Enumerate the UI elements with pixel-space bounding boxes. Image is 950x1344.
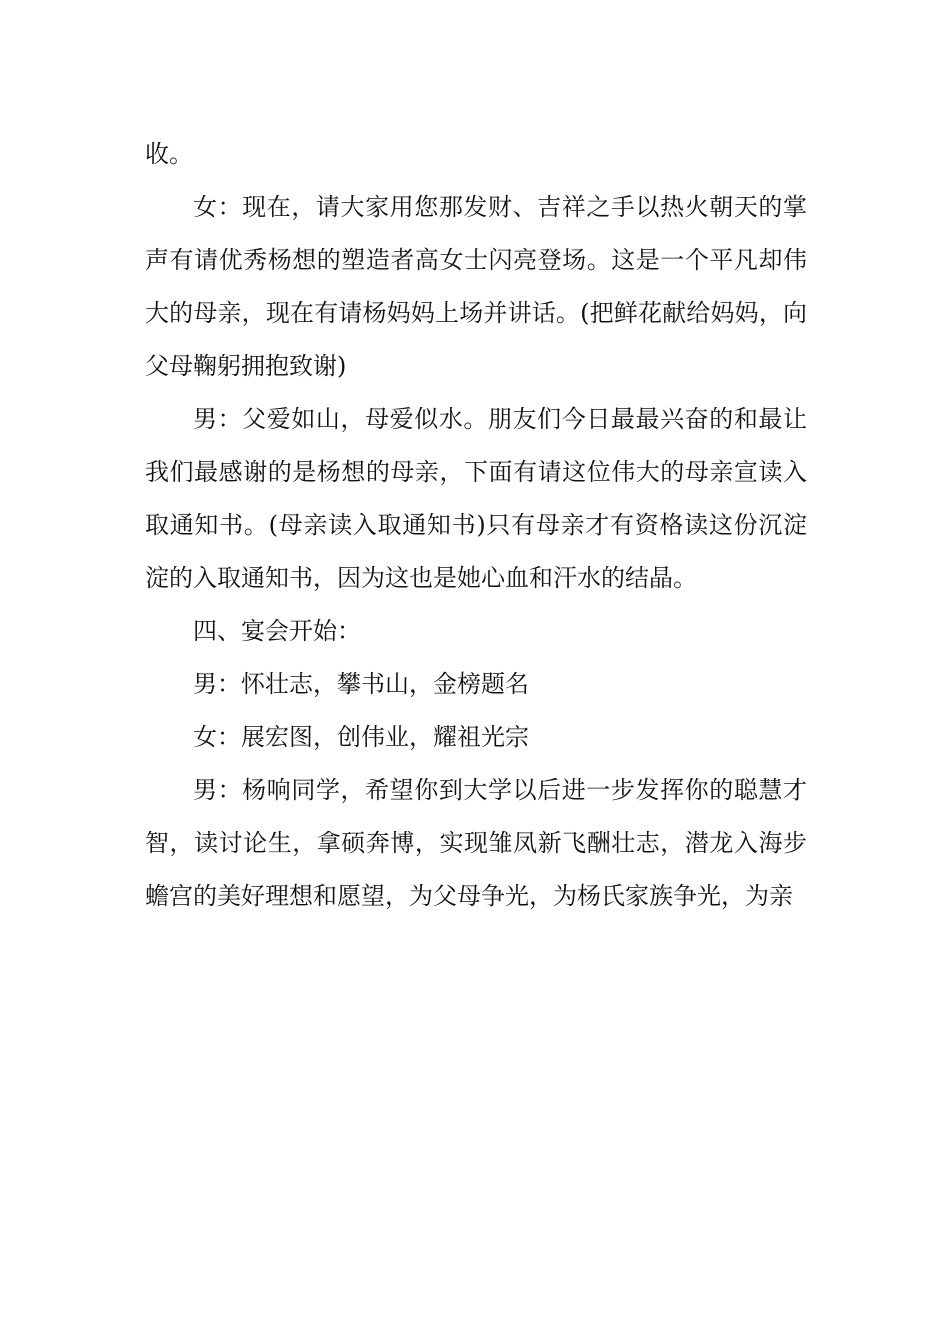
paragraph-6: 女：展宏图，创伟业，耀祖光宗 [193,723,529,751]
paragraph-7: 男：杨响同学，希望你到大学以后进一步发挥你的聪慧才智，读讨论生，拿硕奔博，实现雏凤新飞酬壮志，潜龙入海步蟾宫的美好理想和愿望，为父母争光，为杨氏家族争光，为亲 [145,776,807,910]
paragraph-5: 男：怀壮志，攀书山，金榜题名 [193,670,529,698]
paragraph-3: 男：父爱如山，母爱似水。朋友们今日最最兴奋的和最让我们最感谢的是杨想的母亲，下面有请这位伟大的母亲宣读入取通知书。(母亲读入取通知书)只有母亲才有资格读这份沉淀淀的入取通知书，因为这也是她心血和汗水的结晶。 [145,405,807,592]
paragraph-2: 女：现在，请大家用您那发财、吉祥之手以热火朝天的掌声有请优秀杨想的塑造者高女士闪亮登场。这是一个平凡却伟大的母亲，现在有请杨妈妈上场并讲话。(把鲜花献给妈妈，向父母鞠躬拥抱致谢) [145,193,807,380]
document-body [145,128,807,923]
paragraph-1: 收。 [145,140,193,168]
section-heading-banquet: 四、宴会开始： [193,617,361,645]
